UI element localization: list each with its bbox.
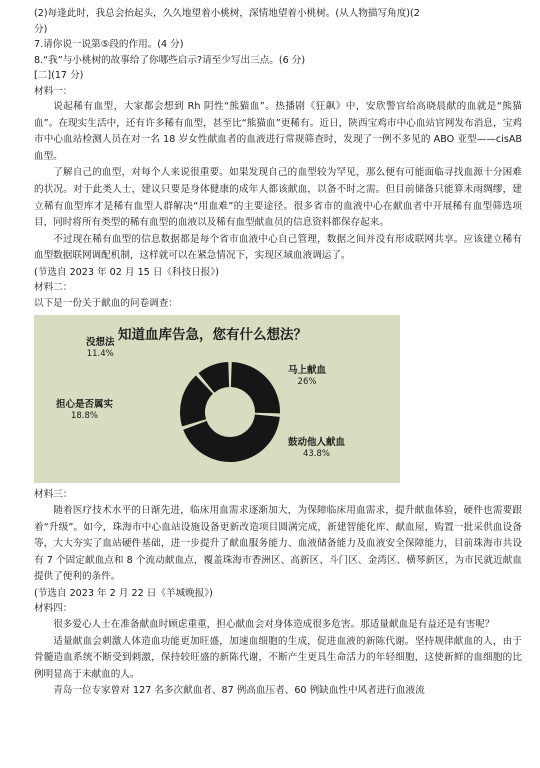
slice-value-label: 18.8% [70, 411, 99, 422]
slice-category-label: 鼓动他人献血 [288, 437, 346, 449]
material-four-paragraph: 青岛一位专家曾对 127 名多次献血者、87 例高血压者、60 例缺血性中风者进行血液流 [53, 685, 425, 697]
slice-category-label: 没想法 [86, 337, 115, 349]
survey-donut-chart [34, 315, 400, 483]
slice-value-label: 26% [297, 377, 317, 388]
material-two-label: 材料二： [34, 282, 73, 294]
material-one-paragraph: 说起稀有血型，大家都会想到 Rh 阴性“熊猫血”。热播剧《狂飙》中，安欣警官给高晓晨献的血就是“熊猫血”。在现实生活中，还有许多稀有血型，甚至比“熊猫血”更稀有。近日，陕西宝鸡市中心血站官网发布消息，宝鸡市中心血站检测人员在对一名 18 岁女性献血者的血液进行常规筛查时，发现了一例不多见的 ABO 亚型——cisAB 血型。 [34, 101, 522, 162]
question-line: 7.请你说一说第⑤段的作用。(4 分) [34, 39, 184, 50]
question-line: 分) [34, 23, 48, 35]
material-four-paragraph: 很多爱心人士在准备献血时顾虑重重，担心献血会对身体造成很多危害。那适量献血是有益还是有害呢？ [53, 618, 495, 630]
material-three-label: 材料三： [34, 489, 73, 501]
chart-title: 知道血库告急，您有什么想法？ [118, 327, 307, 344]
slice-value-label: 43.8% [302, 449, 331, 460]
slice-category-label: 马上献血 [288, 365, 327, 377]
question-line: 8.“我”与小桃树的故事给了你哪些启示?请至少写出三点。(6 分) [34, 54, 306, 66]
slice-value-label: 11.4% [86, 349, 114, 360]
material-one-source: (节选自 2023 年 02 月 15 日《科技日报》) [34, 266, 219, 278]
material-three-source: (节选自 2023 年 2 月 22 日《羊城晚报》) [34, 587, 213, 599]
donut-slice [231, 362, 280, 413]
material-four-label: 材料四： [34, 603, 73, 615]
material-one-paragraph: 不过现在稀有血型的信息数据都是每个省市血液中心自己管理，数据之间并没有形成联网共享。应该建立稀有血型数据联网调配机制，这样就可以在紧急情况下，实现区域血液调运了。 [34, 233, 522, 262]
material-one-paragraph: 了解自己的血型，对每个人来说很重要。如果发现自己的血型较为罕见，那么便有可能面临寻找血源十分困难的状况。对于此类人士，建议只要是身体健康的成年人都该献血，以备不时之需。但目前储备只能算未雨绸缪，建立稀有血型库才是稀有血型人群解决“用血难”的主要途径。很多省市的血液中心在献血者中开展稀有血型筛选项目，同时将所有类型的稀有血型的血液以及稀有血型献血员的信息资料都保存起来。 [34, 167, 522, 229]
material-one-label: 材料一： [34, 85, 73, 97]
donut-chart-svg [34, 315, 400, 483]
question-line: (2)每逢此时，我总会抬起头，久久地望着小桃树，深情地望着小桃树。(从人物描写角度)(2 [34, 8, 420, 19]
material-three-paragraph: 随着医疗技术水平的日渐先进，临床用血需求逐渐加大，为保障临床用血需求，提升献血体验，硬件也需要跟着“升级”。如今，珠海市中心血站设施设备更新改造项目圆满完成，新建智能化库、献血屋，购置一批采供血设备等，大大夯实了血站硬件基础，进一步提升了献血服务能力、血液储备能力及血液安全保障能力，目前珠海市共设有 7 个固定献血点和 8 个流动献血点，覆盖珠海市香洲区、高新区、斗门区、金湾区、横琴新区，为市民就近献血提供了便利的条件。 [34, 504, 522, 583]
slice-category-label: 担心是否属实 [56, 399, 114, 411]
material-four-paragraph: 适量献血会刺激人体造血功能更加旺盛，加速血细胞的生成，促进血液的新陈代谢。坚持规律献血的人，由于骨髓造血系统不断受到刺激，保持较旺盛的新陈代谢，不断产生更具生命活力的年轻细胞，这使新鲜的血细胞的比例明显高于未献血的人。 [34, 635, 522, 680]
section-heading: [二](17 分) [34, 70, 84, 81]
material-two-intro: 以下是一份关于献血的问卷调查： [34, 297, 178, 309]
